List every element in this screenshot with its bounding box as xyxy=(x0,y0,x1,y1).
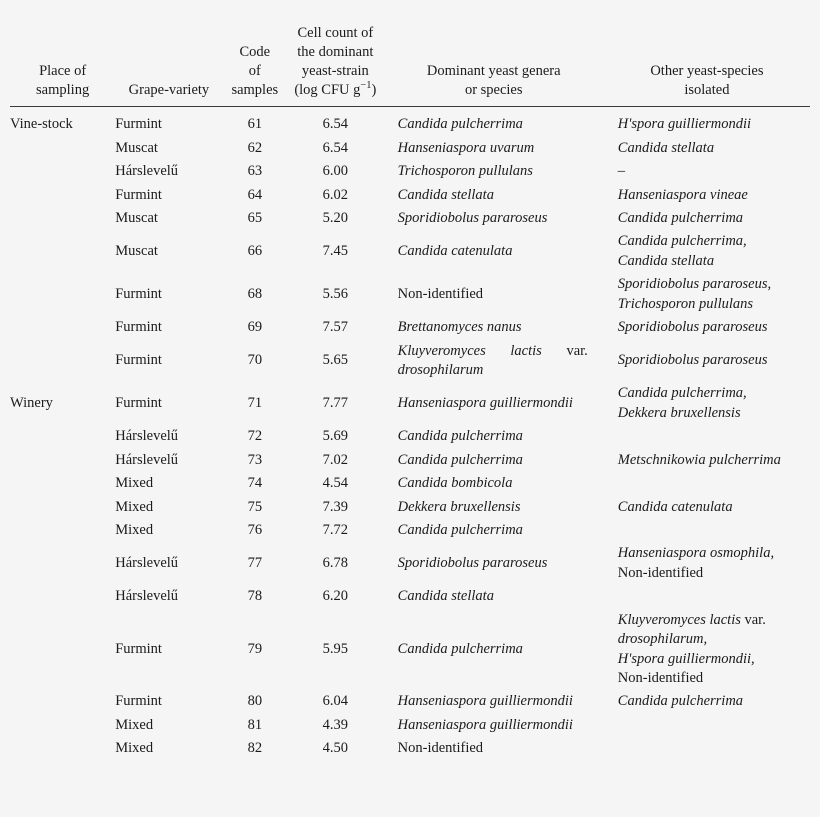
column-header-cell-count xyxy=(287,0,384,106)
cell-dominant-yeast xyxy=(384,107,604,137)
cell-cell-count: 4.39 xyxy=(322,716,349,733)
header-row xyxy=(10,0,810,106)
cell-grape-variety: Muscat xyxy=(115,243,158,260)
cell-sample-code: 72 xyxy=(247,428,263,445)
cell-grape-variety: Furmint xyxy=(115,116,162,133)
cell-sample-code: 82 xyxy=(247,740,263,757)
other-species-label: Dekkera bruxellensis xyxy=(617,404,741,421)
cell-place xyxy=(10,160,115,183)
cell-cell-count: 7.77 xyxy=(322,395,349,412)
dominant-yeast-label: Candida pulcherrima xyxy=(397,640,523,657)
cell-place: Vine-stock xyxy=(10,116,73,133)
cell-cell-count: 7.45 xyxy=(322,243,349,260)
other-species-label: H'spora guilliermondii xyxy=(617,116,752,133)
cell-cell-count: 5.20 xyxy=(322,210,349,227)
other-species-label: Sporidiobolus pararoseus xyxy=(617,319,768,336)
other-species-label: Sporidiobolus pararoseus, xyxy=(617,276,772,293)
other-species-label: – xyxy=(617,163,626,180)
table-row xyxy=(10,273,810,316)
table-row xyxy=(10,316,810,339)
dominant-yeast-label: Candida bombicola xyxy=(397,475,513,492)
dominant-yeast-label: Candida pulcherrima xyxy=(397,428,523,445)
cell-dominant-yeast xyxy=(384,690,604,713)
table-row xyxy=(10,137,810,160)
cell-other-species xyxy=(604,690,810,713)
cell-dominant-yeast xyxy=(384,230,604,273)
cell-sample-code: 71 xyxy=(247,395,263,412)
cell-dominant-yeast xyxy=(384,137,604,160)
other-species-label: Non-identified xyxy=(617,669,704,686)
table-row xyxy=(10,207,810,230)
column-header-count-line2: the dominant xyxy=(297,43,374,60)
cell-sample-code: 63 xyxy=(247,163,263,180)
cell-cell-count: 4.50 xyxy=(322,740,349,757)
cell-place xyxy=(10,519,115,542)
cell-other-species xyxy=(604,160,810,183)
other-species-label: Candida pulcherrima xyxy=(617,693,744,710)
cell-other-species xyxy=(604,207,810,230)
cell-place xyxy=(10,449,115,472)
cell-dominant-yeast xyxy=(384,542,604,585)
cell-cell-count: 7.72 xyxy=(322,521,349,538)
column-header-code-line2: of xyxy=(248,62,261,79)
cell-dominant-yeast xyxy=(384,449,604,472)
column-header-code-line1: Code xyxy=(239,43,271,60)
cell-place xyxy=(10,690,115,713)
dominant-yeast-label: Trichosporon pullulans xyxy=(397,163,533,180)
column-header-other xyxy=(604,0,810,106)
cell-place xyxy=(10,714,115,737)
cell-other-species xyxy=(604,519,810,542)
cell-cell-count: 6.78 xyxy=(322,555,349,572)
cell-place xyxy=(10,273,115,316)
cell-sample-code: 79 xyxy=(247,640,263,657)
cell-dominant-yeast xyxy=(384,472,604,495)
dominant-justified-block xyxy=(398,342,600,381)
cell-grape-variety: Mixed xyxy=(115,716,154,733)
other-species-label: Kluyveromyces lactis xyxy=(617,611,745,628)
other-species-label: Candida stellata xyxy=(617,139,715,156)
cell-grape-variety: Furmint xyxy=(115,395,162,412)
cell-cell-count: 6.00 xyxy=(322,163,349,180)
table-row xyxy=(10,609,810,691)
cell-place xyxy=(10,737,115,760)
cell-other-species xyxy=(604,273,810,316)
column-header-count-units xyxy=(291,81,380,100)
dominant-yeast-label: Candida stellata xyxy=(397,186,494,203)
cell-dominant-yeast xyxy=(384,609,604,691)
cell-cell-count: 6.04 xyxy=(322,693,349,710)
cell-place xyxy=(10,184,115,207)
column-header-variety-label: Grape-variety xyxy=(128,81,210,98)
dominant-yeast-label: Hanseniaspora guilliermondii xyxy=(397,693,573,710)
cell-grape-variety: Muscat xyxy=(115,139,158,156)
cell-cell-count: 7.57 xyxy=(322,319,349,336)
cell-sample-code: 75 xyxy=(247,498,263,515)
cell-cell-count: 5.56 xyxy=(322,286,349,303)
cell-other-species xyxy=(604,472,810,495)
cell-other-species xyxy=(604,425,810,448)
table-row xyxy=(10,160,810,183)
dominant-yeast-label: Candida pulcherrima xyxy=(397,116,523,133)
cell-cell-count: 5.65 xyxy=(322,352,349,369)
dominant-yeast-label: Non-identified xyxy=(397,740,484,757)
other-species-label: Candida pulcherrima, xyxy=(617,233,747,250)
cell-sample-code: 65 xyxy=(247,210,263,227)
cell-grape-variety: Muscat xyxy=(115,210,158,227)
column-header-dominant-line1: Dominant yeast genera xyxy=(426,62,561,79)
cell-cell-count: 6.54 xyxy=(322,139,349,156)
other-species-label: Trichosporon pullulans xyxy=(617,295,754,312)
cell-other-species xyxy=(604,449,810,472)
table-row xyxy=(10,107,810,137)
dominant-yeast-label: Sporidiobolus pararoseus xyxy=(397,555,548,572)
cell-grape-variety: Furmint xyxy=(115,352,162,369)
other-species-line xyxy=(618,404,806,423)
cell-place xyxy=(10,340,115,383)
cell-other-species xyxy=(604,609,810,691)
dominant-yeast-label: Candida stellata xyxy=(397,588,494,605)
cell-place xyxy=(10,609,115,691)
cell-other-species xyxy=(604,316,810,339)
cell-cell-count: 6.02 xyxy=(322,186,349,203)
cell-grape-variety: Hárslevelű xyxy=(115,588,179,605)
cell-sample-code: 70 xyxy=(247,352,263,369)
other-species-label: Metschnikowia pulcherrima xyxy=(617,451,781,468)
cell-sample-code: 68 xyxy=(247,286,263,303)
cell-grape-variety: Mixed xyxy=(115,521,154,538)
cell-cell-count: 4.54 xyxy=(322,475,349,492)
other-species-line xyxy=(618,544,806,563)
cell-other-species xyxy=(604,230,810,273)
table-row xyxy=(10,472,810,495)
column-header-place-line2: sampling xyxy=(36,81,90,98)
cell-cell-count: 6.20 xyxy=(322,588,349,605)
table-row xyxy=(10,382,810,425)
cell-grape-variety: Furmint xyxy=(115,693,162,710)
other-species-label: Hanseniaspora vineae xyxy=(617,186,748,203)
table-row xyxy=(10,714,810,737)
cell-other-species xyxy=(604,184,810,207)
cell-sample-code: 73 xyxy=(247,451,263,468)
yeast-survey-table xyxy=(10,0,810,761)
cell-other-species xyxy=(604,340,810,383)
other-species-label: Non-identified xyxy=(617,564,704,581)
table-row xyxy=(10,496,810,519)
table-row xyxy=(10,690,810,713)
cell-place xyxy=(10,496,115,519)
cell-sample-code: 62 xyxy=(247,139,263,156)
cell-dominant-yeast xyxy=(384,585,604,608)
cell-other-species xyxy=(604,714,810,737)
other-species-label: Candida catenulata xyxy=(617,498,733,515)
cell-other-species xyxy=(604,107,810,137)
dominant-line-part: Kluyveromyces lactis xyxy=(397,342,567,359)
other-species-line xyxy=(618,611,806,630)
cell-dominant-yeast xyxy=(384,382,604,425)
table-row xyxy=(10,519,810,542)
cell-sample-code: 74 xyxy=(247,475,263,492)
cell-grape-variety: Mixed xyxy=(115,498,154,515)
cell-dominant-yeast xyxy=(384,316,604,339)
dominant-line-part: var. xyxy=(566,342,588,359)
column-header-place-line1: Place of xyxy=(39,62,87,79)
cell-place xyxy=(10,542,115,585)
cell-dominant-yeast xyxy=(384,496,604,519)
other-species-line xyxy=(618,650,806,669)
cell-grape-variety: Hárslevelű xyxy=(115,555,179,572)
dominant-yeast-label: Candida pulcherrima xyxy=(397,521,523,538)
cell-other-species xyxy=(604,382,810,425)
dominant-yeast-label: Non-identified xyxy=(397,286,484,303)
table-row xyxy=(10,230,810,273)
count-units-suffix: ) xyxy=(371,81,377,98)
cell-dominant-yeast xyxy=(384,425,604,448)
dominant-line: drosophilarum xyxy=(397,362,484,379)
other-species-label: Candida pulcherrima xyxy=(617,210,744,227)
table-row xyxy=(10,449,810,472)
other-species-line xyxy=(618,630,806,649)
cell-grape-variety: Hárslevelű xyxy=(115,163,179,180)
column-header-place xyxy=(10,0,115,106)
table-row xyxy=(10,737,810,760)
cell-grape-variety: Furmint xyxy=(115,286,162,303)
cell-sample-code: 61 xyxy=(247,116,263,133)
other-species-label: Candida pulcherrima, xyxy=(617,385,747,402)
column-header-count-line1: Cell count of xyxy=(297,25,374,41)
table-row xyxy=(10,425,810,448)
cell-sample-code: 77 xyxy=(247,555,263,572)
dominant-yeast-label: Hanseniaspora guilliermondii xyxy=(397,716,573,733)
cell-sample-code: 81 xyxy=(247,716,263,733)
cell-grape-variety: Hárslevelű xyxy=(115,428,179,445)
other-species-line xyxy=(618,384,806,403)
cell-dominant-yeast xyxy=(384,737,604,760)
cell-sample-code: 80 xyxy=(247,693,263,710)
cell-cell-count: 7.02 xyxy=(322,451,349,468)
other-species-line xyxy=(618,275,806,294)
dominant-yeast-label: Dekkera bruxellensis xyxy=(397,498,521,515)
dominant-yeast-label: Hanseniaspora guilliermondii xyxy=(397,395,573,412)
cell-cell-count: 6.54 xyxy=(322,116,349,133)
cell-other-species xyxy=(604,542,810,585)
cell-dominant-yeast xyxy=(384,273,604,316)
cell-other-species xyxy=(604,496,810,519)
dominant-yeast-label: Hanseniaspora uvarum xyxy=(397,139,535,156)
other-species-line xyxy=(618,232,806,251)
column-header-count-line3: yeast-strain xyxy=(301,62,369,79)
column-header-other-line2: isolated xyxy=(684,81,730,98)
cell-dominant-yeast xyxy=(384,519,604,542)
table-row xyxy=(10,340,810,383)
cell-grape-variety: Mixed xyxy=(115,740,154,757)
dominant-line xyxy=(398,342,588,361)
cell-cell-count: 5.95 xyxy=(322,640,349,657)
cell-place xyxy=(10,472,115,495)
column-header-code-line3: samples xyxy=(231,81,279,98)
cell-other-species xyxy=(604,137,810,160)
cell-sample-code: 66 xyxy=(247,243,263,260)
table-row xyxy=(10,585,810,608)
cell-dominant-yeast xyxy=(384,160,604,183)
cell-grape-variety: Mixed xyxy=(115,475,154,492)
cell-grape-variety: Hárslevelű xyxy=(115,451,179,468)
cell-place xyxy=(10,230,115,273)
cell-cell-count: 5.69 xyxy=(322,428,349,445)
other-species-label: Candida stellata xyxy=(617,252,715,269)
table-row xyxy=(10,542,810,585)
other-species-line xyxy=(618,669,806,688)
dominant-yeast-label: Sporidiobolus pararoseus xyxy=(397,210,548,227)
dominant-yeast-label: Candida pulcherrima xyxy=(397,451,523,468)
other-species-line xyxy=(618,564,806,583)
cell-sample-code: 78 xyxy=(247,588,263,605)
cell-dominant-yeast xyxy=(384,714,604,737)
table-body xyxy=(10,107,810,761)
table-header xyxy=(10,0,810,107)
cell-sample-code: 69 xyxy=(247,319,263,336)
cell-place xyxy=(10,207,115,230)
column-header-dominant xyxy=(384,0,604,106)
cell-place: Winery xyxy=(10,395,53,412)
cell-other-species xyxy=(604,737,810,760)
other-species-label: Sporidiobolus pararoseus xyxy=(617,352,768,369)
cell-other-species xyxy=(604,585,810,608)
cell-grape-variety: Furmint xyxy=(115,319,162,336)
cell-place xyxy=(10,137,115,160)
column-header-variety xyxy=(115,0,222,106)
column-header-dominant-line2: or species xyxy=(464,81,523,98)
cell-dominant-yeast xyxy=(384,207,604,230)
other-species-label: drosophilarum, xyxy=(617,631,708,648)
cell-sample-code: 64 xyxy=(247,186,263,203)
dominant-yeast-label: Brettanomyces nanus xyxy=(397,319,522,336)
other-species-label: H'spora guilliermondii, xyxy=(617,650,755,667)
cell-cell-count: 7.39 xyxy=(322,498,349,515)
cell-grape-variety: Furmint xyxy=(115,640,162,657)
other-species-suffix: var. xyxy=(744,611,766,628)
cell-sample-code: 76 xyxy=(247,521,263,538)
cell-place xyxy=(10,425,115,448)
other-species-line xyxy=(618,295,806,314)
cell-place xyxy=(10,585,115,608)
cell-place xyxy=(10,316,115,339)
count-units-exponent: −1 xyxy=(360,79,372,91)
other-species-line xyxy=(618,252,806,271)
other-species-label: Hanseniaspora osmophila, xyxy=(617,545,775,562)
count-units-prefix: (log CFU g xyxy=(294,81,361,98)
cell-grape-variety: Furmint xyxy=(115,186,162,203)
column-header-other-line1: Other yeast-species xyxy=(650,62,764,79)
dominant-yeast-label: Candida catenulata xyxy=(397,243,513,260)
cell-dominant-yeast xyxy=(384,340,604,383)
table-row xyxy=(10,184,810,207)
cell-dominant-yeast xyxy=(384,184,604,207)
column-header-code xyxy=(223,0,287,106)
